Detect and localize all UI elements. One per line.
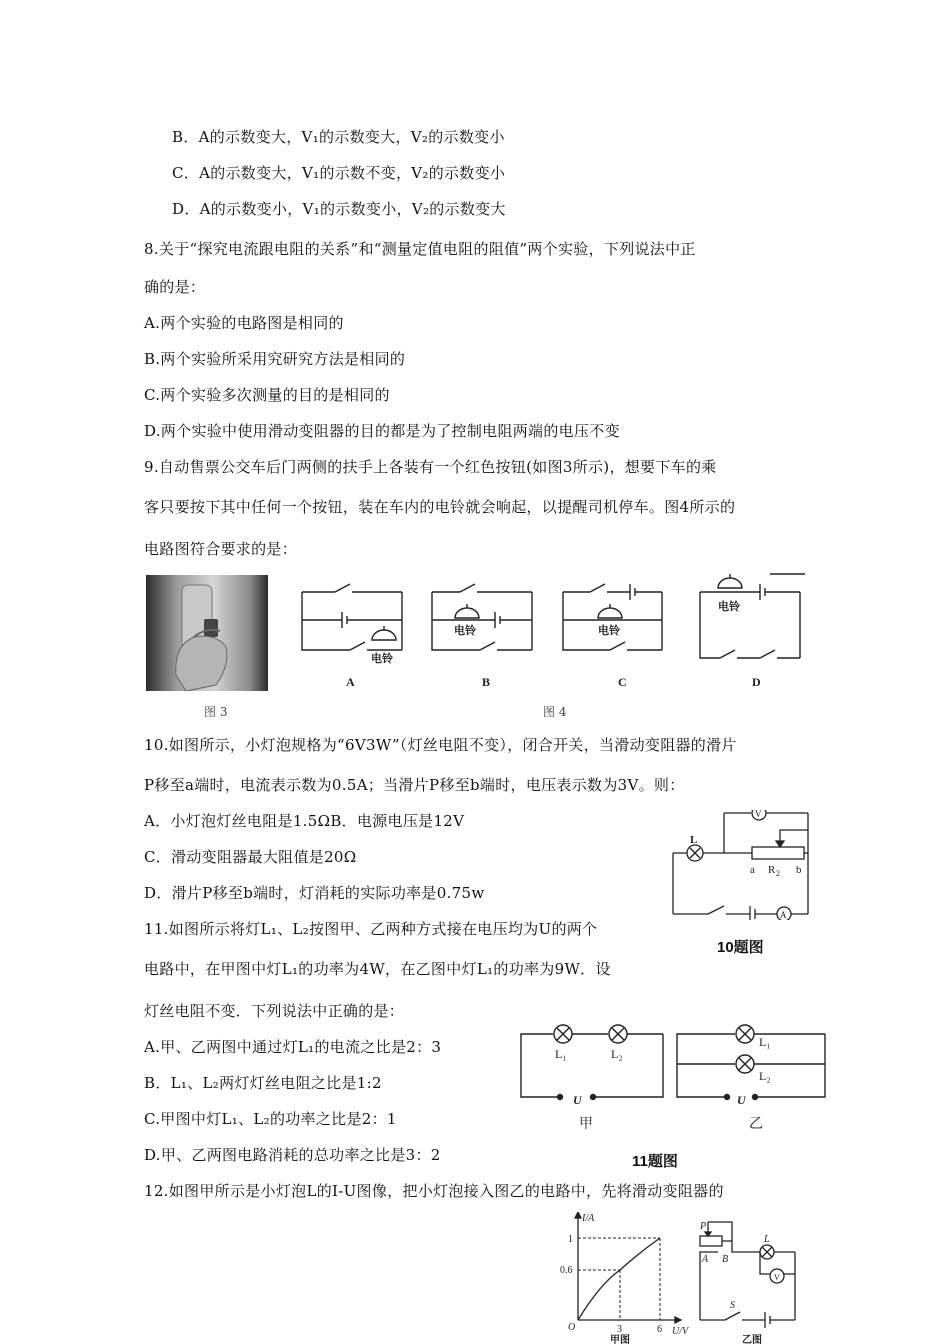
q11-stem-line2: 电路中，在甲图中灯L₁的功率为4W，在乙图中灯L₁的功率为9W．设 <box>144 960 611 978</box>
circuit-d <box>700 574 805 658</box>
bell-label-d: 电铃 <box>718 601 740 613</box>
q9-stem-line3: 电路图符合要求的是： <box>144 540 298 558</box>
graph-jia-label: 甲图 <box>610 1335 630 1344</box>
q10-stem-line2: P移至a端时，电流表示数为0.5A；当滑片P移至b端时，电压表示数为3V。则： <box>144 776 685 794</box>
jia-l2-label: L₂ <box>611 1047 623 1061</box>
bell-label-c: 电铃 <box>598 625 620 637</box>
figure-11-circuits <box>515 1022 835 1140</box>
q7-option-d: D．A的示数变小，V₁的示数变小，V₂的示数变大 <box>172 200 506 218</box>
yi-u-label: U <box>737 1093 746 1107</box>
q10-stem-line1: 10.如图所示，小灯泡规格为“6V3W”（灯丝电阻不变），闭合开关，当滑动变阻器的滑片 <box>144 736 737 754</box>
q11-option-a: A.甲、乙两图中通过灯L₁的电流之比是2：3 <box>144 1038 442 1056</box>
figure-3-photo <box>146 575 268 691</box>
bell-label-a: 电铃 <box>371 653 393 665</box>
q8-option-b: B.两个实验所采用究研究方法是相同的 <box>144 350 406 368</box>
jia-u-label: U <box>573 1093 582 1107</box>
figure-4-label: 图 4 <box>543 705 567 719</box>
ytick-0-6: 0.6 <box>560 1265 573 1276</box>
figure-10-caption: 10题图 <box>717 939 764 956</box>
ytick-1: 1 <box>568 1234 573 1245</box>
voltmeter-v-label: V <box>774 1273 780 1282</box>
choice-d: D <box>752 675 761 689</box>
q11-option-c: C.甲图中灯L₁、L₂的功率之比是2：1 <box>144 1110 397 1128</box>
q7-option-b: B．A的示数变大，V₁的示数变大，V₂的示数变小 <box>172 128 505 146</box>
choice-a: A <box>346 675 355 689</box>
xtick-6: 6 <box>657 1324 662 1335</box>
q11-stem-line1: 11.如图所示将灯L₁、L₂按图甲、乙两种方式接在电压均为U的两个 <box>144 920 598 938</box>
q11-option-b: B．L₁、L₂两灯灯丝电阻之比是1:2 <box>144 1074 382 1092</box>
r2-subscript: 2 <box>776 869 780 878</box>
choice-c: C <box>618 675 627 689</box>
jia-l1-label: L₁ <box>555 1047 567 1061</box>
xtick-3: 3 <box>617 1324 622 1335</box>
end-a-label: A <box>702 1254 709 1265</box>
q11-stem-line3: 灯丝电阻不变．下列说法中正确的是： <box>144 1002 405 1020</box>
circuit-yi-label: 乙图 <box>742 1335 762 1344</box>
lamp-label: L <box>690 834 698 846</box>
voltmeter-label: V <box>755 810 762 819</box>
switch-s-label: S <box>730 1300 735 1311</box>
q8-option-d: D.两个实验中使用滑动变阻器的目的都是为了控制电阻两端的电压不变 <box>144 422 620 440</box>
figure-4-circuits <box>290 570 815 700</box>
ammeter-label: A <box>780 910 787 920</box>
q9-stem-line1: 9.自动售票公交车后门两侧的扶手上各装有一个红色按钮(如图3所示)，想要下车的乘 <box>144 458 717 476</box>
slider-p-label: P <box>700 1221 707 1232</box>
choice-b: B <box>482 675 491 689</box>
graph-xlabel: U/V <box>672 1326 689 1337</box>
circuit-c <box>563 584 662 650</box>
yi-label: 乙 <box>749 1117 763 1132</box>
q7-option-c: C．A的示数变大，V₁的示数不变，V₂的示数变小 <box>172 164 506 182</box>
end-b-label: B <box>722 1254 729 1265</box>
q10-option-c: C．滑动变阻器最大阻值是20Ω <box>144 848 357 866</box>
yi-l2-label: L₂ <box>759 1069 771 1083</box>
graph-origin: O <box>568 1322 576 1333</box>
figure-3-label: 图 3 <box>204 705 228 719</box>
circuit-b <box>432 584 532 650</box>
bell-label-b: 电铃 <box>454 625 476 637</box>
q8-stem-line1: 8.关于“探究电流跟电阻的关系”和“测量定值电阻的阻值”两个实验，下列说法中正 <box>144 240 696 258</box>
circuit-a <box>302 584 402 650</box>
r2-label: R <box>768 864 776 876</box>
q8-stem-line2: 确的是： <box>144 278 206 296</box>
figure-12 <box>560 1212 810 1344</box>
jia-label: 甲 <box>579 1117 593 1132</box>
q12-stem-line1: 12.如图甲所示是小灯泡L的I-U图像，把小灯泡接入图乙的电路中，先将滑动变阻器的 <box>144 1182 724 1200</box>
end-b-label: b <box>796 864 802 876</box>
graph-ylabel: I/A <box>582 1213 595 1224</box>
q10-option-d: D．滑片P移至b端时，灯消耗的实际功率是0.75w <box>144 884 485 902</box>
q8-option-c: C.两个实验多次测量的目的是相同的 <box>144 386 390 404</box>
q9-stem-line2: 客只要按下其中任何一个按钮，装在车内的电铃就会响起，以提醒司机停车。图4所示的 <box>144 498 736 516</box>
end-a-label: a <box>750 864 755 876</box>
figure-10-circuit <box>668 810 818 920</box>
yi-l1-label: L₁ <box>759 1035 771 1049</box>
q10-option-ab: A．小灯泡灯丝电阻是1.5ΩB．电源电压是12V <box>144 812 465 830</box>
lamp-l-label: L <box>764 1234 770 1245</box>
figure-11-caption: 11题图 <box>632 1153 678 1170</box>
q11-option-d: D.甲、乙两图电路消耗的总功率之比是3：2 <box>144 1146 441 1164</box>
q8-option-a: A.两个实验的电路图是相同的 <box>144 314 344 332</box>
